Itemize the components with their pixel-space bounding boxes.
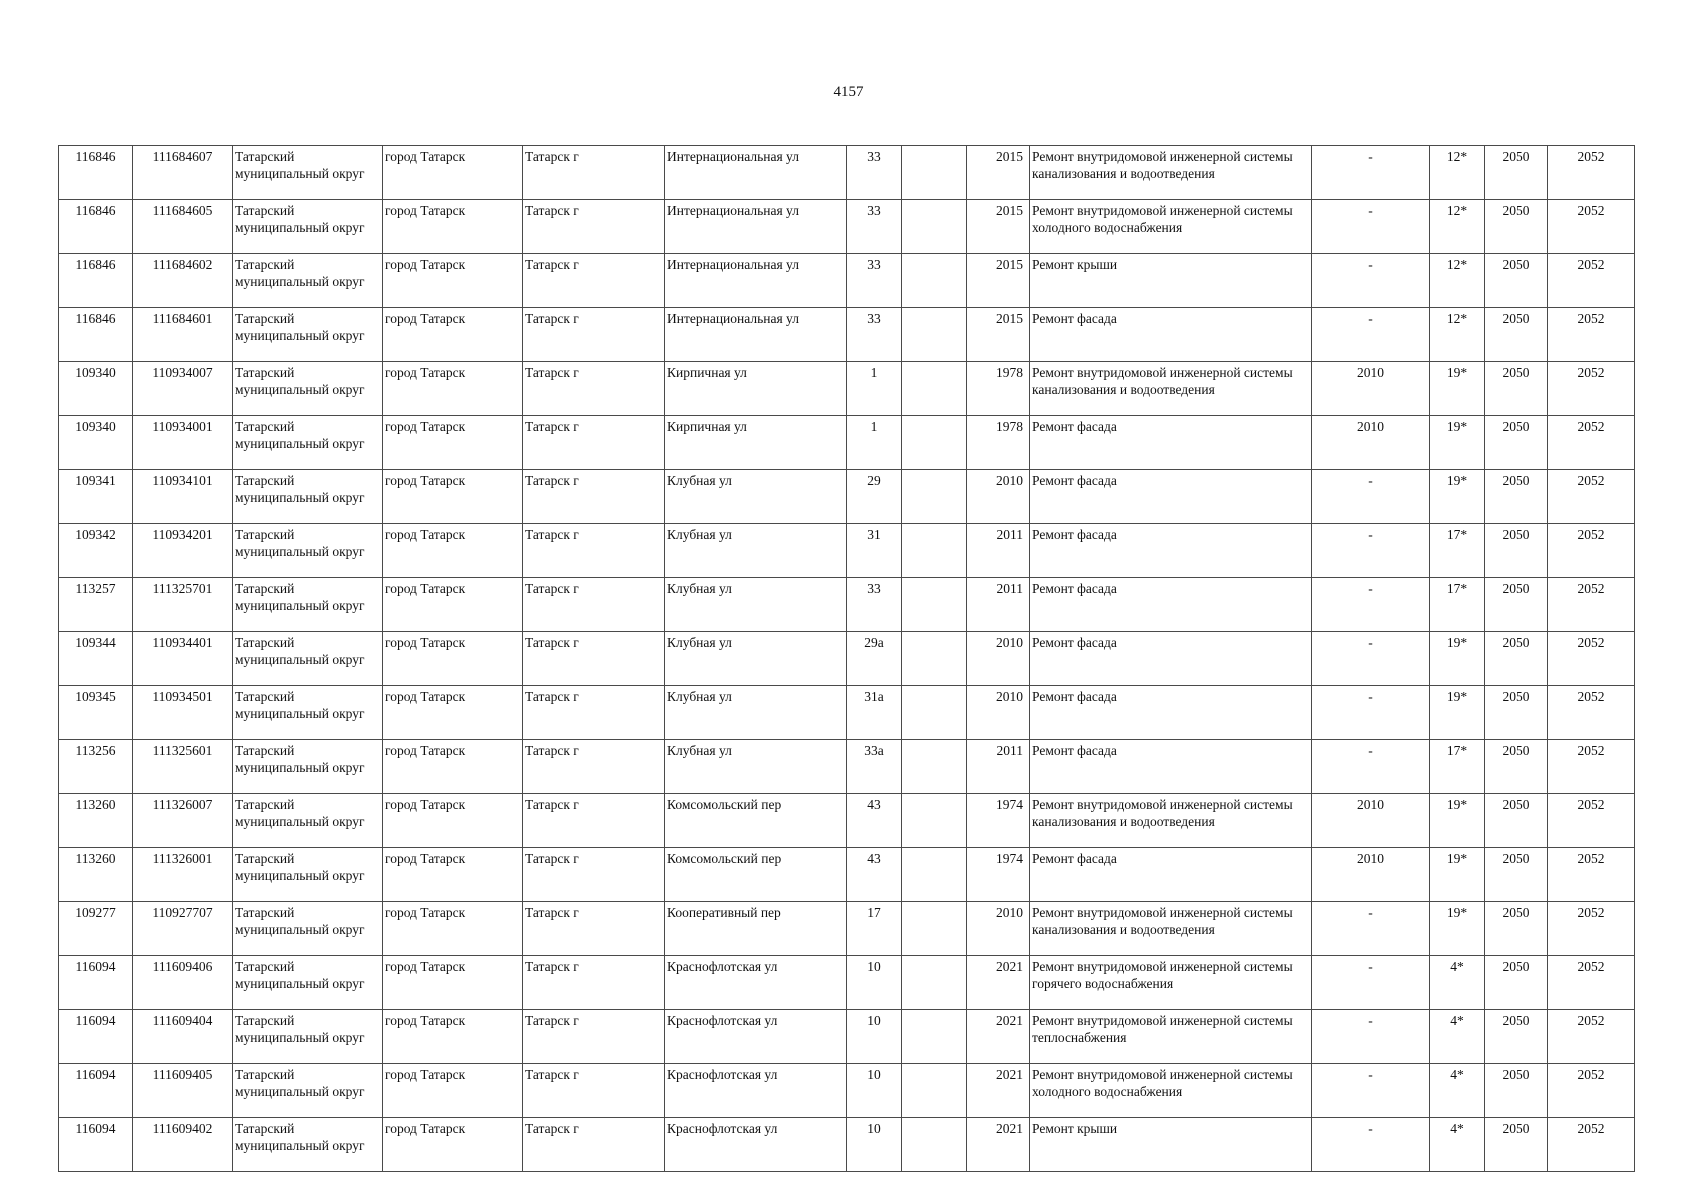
element-id-cell: 110934201 bbox=[133, 524, 233, 578]
settlement-cell: город Татарск bbox=[383, 1064, 523, 1118]
building-cell bbox=[902, 740, 967, 794]
wear-cell: 19* bbox=[1430, 416, 1485, 470]
district-cell: Татарский муниципальный округ bbox=[233, 1064, 383, 1118]
plan-start-year-cell: 2050 bbox=[1485, 1118, 1548, 1172]
element-id-cell: 110927707 bbox=[133, 902, 233, 956]
house-number-cell: 10 bbox=[847, 956, 902, 1010]
street-cell: Клубная ул bbox=[665, 578, 847, 632]
building-cell bbox=[902, 416, 967, 470]
district-cell: Татарский муниципальный округ bbox=[233, 902, 383, 956]
settlement-cell: город Татарск bbox=[383, 740, 523, 794]
last-repair-year-cell: 2010 bbox=[1312, 848, 1430, 902]
registry-body bbox=[59, 146, 1635, 1172]
street-cell: Краснофлотская ул bbox=[665, 1010, 847, 1064]
settlement-cell: город Татарск bbox=[383, 524, 523, 578]
plan-end-year-cell: 2052 bbox=[1548, 470, 1635, 524]
table-row bbox=[59, 146, 1635, 200]
street-cell: Клубная ул bbox=[665, 524, 847, 578]
plan-start-year-cell: 2050 bbox=[1485, 632, 1548, 686]
settlement-cell: город Татарск bbox=[383, 902, 523, 956]
last-repair-year-cell: - bbox=[1312, 308, 1430, 362]
wear-cell: 17* bbox=[1430, 524, 1485, 578]
house-id-cell: 113260 bbox=[59, 794, 133, 848]
wear-cell: 17* bbox=[1430, 578, 1485, 632]
plan-start-year-cell: 2050 bbox=[1485, 362, 1548, 416]
locality-cell: Татарск г bbox=[523, 416, 665, 470]
settlement-cell: город Татарск bbox=[383, 362, 523, 416]
district-cell: Татарский муниципальный округ bbox=[233, 578, 383, 632]
wear-cell: 4* bbox=[1430, 1064, 1485, 1118]
element-id-cell: 110934001 bbox=[133, 416, 233, 470]
commission-year-cell: 2015 bbox=[967, 308, 1030, 362]
street-cell: Краснофлотская ул bbox=[665, 1064, 847, 1118]
last-repair-year-cell: - bbox=[1312, 740, 1430, 794]
last-repair-year-cell: - bbox=[1312, 1064, 1430, 1118]
plan-end-year-cell: 2052 bbox=[1548, 686, 1635, 740]
house-id-cell: 113257 bbox=[59, 578, 133, 632]
element-id-cell: 111326007 bbox=[133, 794, 233, 848]
work-type-cell: Ремонт фасада bbox=[1030, 524, 1312, 578]
district-cell: Татарский муниципальный округ bbox=[233, 308, 383, 362]
house-id-cell: 116846 bbox=[59, 146, 133, 200]
district-cell: Татарский муниципальный округ bbox=[233, 1010, 383, 1064]
street-cell: Кирпичная ул bbox=[665, 416, 847, 470]
locality-cell: Татарск г bbox=[523, 1118, 665, 1172]
street-cell: Интернациональная ул bbox=[665, 146, 847, 200]
district-cell: Татарский муниципальный округ bbox=[233, 632, 383, 686]
element-id-cell: 110934007 bbox=[133, 362, 233, 416]
building-cell bbox=[902, 902, 967, 956]
table-row bbox=[59, 362, 1635, 416]
commission-year-cell: 2010 bbox=[967, 686, 1030, 740]
last-repair-year-cell: - bbox=[1312, 146, 1430, 200]
district-cell: Татарский муниципальный округ bbox=[233, 686, 383, 740]
commission-year-cell: 2011 bbox=[967, 578, 1030, 632]
street-cell: Краснофлотская ул bbox=[665, 1118, 847, 1172]
locality-cell: Татарск г bbox=[523, 686, 665, 740]
last-repair-year-cell: - bbox=[1312, 254, 1430, 308]
table-row bbox=[59, 902, 1635, 956]
settlement-cell: город Татарск bbox=[383, 254, 523, 308]
house-number-cell: 31а bbox=[847, 686, 902, 740]
plan-start-year-cell: 2050 bbox=[1485, 848, 1548, 902]
plan-start-year-cell: 2050 bbox=[1485, 254, 1548, 308]
building-cell bbox=[902, 956, 967, 1010]
district-cell: Татарский муниципальный округ bbox=[233, 524, 383, 578]
locality-cell: Татарск г bbox=[523, 1064, 665, 1118]
settlement-cell: город Татарск bbox=[383, 686, 523, 740]
work-type-cell: Ремонт крыши bbox=[1030, 254, 1312, 308]
district-cell: Татарский муниципальный округ bbox=[233, 740, 383, 794]
house-id-cell: 116846 bbox=[59, 308, 133, 362]
locality-cell: Татарск г bbox=[523, 1010, 665, 1064]
element-id-cell: 111325701 bbox=[133, 578, 233, 632]
settlement-cell: город Татарск bbox=[383, 308, 523, 362]
element-id-cell: 111326001 bbox=[133, 848, 233, 902]
commission-year-cell: 1978 bbox=[967, 362, 1030, 416]
commission-year-cell: 2011 bbox=[967, 740, 1030, 794]
building-cell bbox=[902, 1118, 967, 1172]
locality-cell: Татарск г bbox=[523, 740, 665, 794]
last-repair-year-cell: - bbox=[1312, 686, 1430, 740]
registry-table bbox=[58, 145, 1635, 1172]
street-cell: Клубная ул bbox=[665, 632, 847, 686]
district-cell: Татарский муниципальный округ bbox=[233, 848, 383, 902]
plan-end-year-cell: 2052 bbox=[1548, 632, 1635, 686]
house-number-cell: 29 bbox=[847, 470, 902, 524]
commission-year-cell: 2015 bbox=[967, 254, 1030, 308]
house-number-cell: 33 bbox=[847, 254, 902, 308]
locality-cell: Татарск г bbox=[523, 902, 665, 956]
wear-cell: 19* bbox=[1430, 632, 1485, 686]
settlement-cell: город Татарск bbox=[383, 956, 523, 1010]
building-cell bbox=[902, 848, 967, 902]
plan-end-year-cell: 2052 bbox=[1548, 902, 1635, 956]
commission-year-cell: 2010 bbox=[967, 470, 1030, 524]
work-type-cell: Ремонт внутридомовой инженерной системы теплоснабжения bbox=[1030, 1010, 1312, 1064]
house-id-cell: 109344 bbox=[59, 632, 133, 686]
table-row bbox=[59, 848, 1635, 902]
work-type-cell: Ремонт внутридомовой инженерной системы горячего водоснабжения bbox=[1030, 956, 1312, 1010]
plan-end-year-cell: 2052 bbox=[1548, 416, 1635, 470]
locality-cell: Татарск г bbox=[523, 200, 665, 254]
settlement-cell: город Татарск bbox=[383, 794, 523, 848]
house-number-cell: 17 bbox=[847, 902, 902, 956]
locality-cell: Татарск г bbox=[523, 848, 665, 902]
house-number-cell: 33 bbox=[847, 308, 902, 362]
house-id-cell: 109345 bbox=[59, 686, 133, 740]
street-cell: Клубная ул bbox=[665, 470, 847, 524]
work-type-cell: Ремонт фасада bbox=[1030, 416, 1312, 470]
commission-year-cell: 2015 bbox=[967, 146, 1030, 200]
work-type-cell: Ремонт фасада bbox=[1030, 470, 1312, 524]
settlement-cell: город Татарск bbox=[383, 146, 523, 200]
building-cell bbox=[902, 1010, 967, 1064]
house-number-cell: 10 bbox=[847, 1118, 902, 1172]
plan-start-year-cell: 2050 bbox=[1485, 200, 1548, 254]
plan-end-year-cell: 2052 bbox=[1548, 794, 1635, 848]
work-type-cell: Ремонт внутридомовой инженерной системы холодного водоснабжения bbox=[1030, 200, 1312, 254]
last-repair-year-cell: - bbox=[1312, 1010, 1430, 1064]
wear-cell: 12* bbox=[1430, 308, 1485, 362]
district-cell: Татарский муниципальный округ bbox=[233, 254, 383, 308]
wear-cell: 12* bbox=[1430, 146, 1485, 200]
element-id-cell: 111609405 bbox=[133, 1064, 233, 1118]
plan-end-year-cell: 2052 bbox=[1548, 254, 1635, 308]
table-row bbox=[59, 1064, 1635, 1118]
street-cell: Интернациональная ул bbox=[665, 200, 847, 254]
house-number-cell: 33а bbox=[847, 740, 902, 794]
plan-end-year-cell: 2052 bbox=[1548, 524, 1635, 578]
commission-year-cell: 1974 bbox=[967, 848, 1030, 902]
plan-start-year-cell: 2050 bbox=[1485, 308, 1548, 362]
house-number-cell: 33 bbox=[847, 578, 902, 632]
wear-cell: 19* bbox=[1430, 686, 1485, 740]
house-number-cell: 1 bbox=[847, 416, 902, 470]
building-cell bbox=[902, 254, 967, 308]
locality-cell: Татарск г bbox=[523, 146, 665, 200]
plan-end-year-cell: 2052 bbox=[1548, 1010, 1635, 1064]
house-number-cell: 43 bbox=[847, 794, 902, 848]
table-row bbox=[59, 578, 1635, 632]
work-type-cell: Ремонт фасада bbox=[1030, 740, 1312, 794]
last-repair-year-cell: - bbox=[1312, 902, 1430, 956]
house-number-cell: 33 bbox=[847, 200, 902, 254]
street-cell: Клубная ул bbox=[665, 740, 847, 794]
house-number-cell: 31 bbox=[847, 524, 902, 578]
building-cell bbox=[902, 308, 967, 362]
street-cell: Интернациональная ул bbox=[665, 308, 847, 362]
last-repair-year-cell: - bbox=[1312, 200, 1430, 254]
work-type-cell: Ремонт фасада bbox=[1030, 578, 1312, 632]
commission-year-cell: 1978 bbox=[967, 416, 1030, 470]
plan-end-year-cell: 2052 bbox=[1548, 848, 1635, 902]
commission-year-cell: 2021 bbox=[967, 1064, 1030, 1118]
last-repair-year-cell: - bbox=[1312, 524, 1430, 578]
district-cell: Татарский муниципальный округ bbox=[233, 146, 383, 200]
plan-end-year-cell: 2052 bbox=[1548, 740, 1635, 794]
street-cell: Кооперативный пер bbox=[665, 902, 847, 956]
house-id-cell: 109340 bbox=[59, 416, 133, 470]
street-cell: Комсомольский пер bbox=[665, 794, 847, 848]
street-cell: Интернациональная ул bbox=[665, 254, 847, 308]
last-repair-year-cell: 2010 bbox=[1312, 794, 1430, 848]
settlement-cell: город Татарск bbox=[383, 578, 523, 632]
plan-start-year-cell: 2050 bbox=[1485, 416, 1548, 470]
house-id-cell: 116846 bbox=[59, 200, 133, 254]
table-row bbox=[59, 308, 1635, 362]
district-cell: Татарский муниципальный округ bbox=[233, 470, 383, 524]
locality-cell: Татарск г bbox=[523, 470, 665, 524]
table-row bbox=[59, 1010, 1635, 1064]
last-repair-year-cell: - bbox=[1312, 578, 1430, 632]
plan-end-year-cell: 2052 bbox=[1548, 308, 1635, 362]
plan-start-year-cell: 2050 bbox=[1485, 902, 1548, 956]
plan-start-year-cell: 2050 bbox=[1485, 1064, 1548, 1118]
locality-cell: Татарск г bbox=[523, 308, 665, 362]
element-id-cell: 111684601 bbox=[133, 308, 233, 362]
district-cell: Татарский муниципальный округ bbox=[233, 1118, 383, 1172]
settlement-cell: город Татарск bbox=[383, 1118, 523, 1172]
building-cell bbox=[902, 632, 967, 686]
commission-year-cell: 2021 bbox=[967, 1118, 1030, 1172]
house-id-cell: 116846 bbox=[59, 254, 133, 308]
plan-start-year-cell: 2050 bbox=[1485, 1010, 1548, 1064]
building-cell bbox=[902, 470, 967, 524]
commission-year-cell: 2021 bbox=[967, 1010, 1030, 1064]
commission-year-cell: 1974 bbox=[967, 794, 1030, 848]
last-repair-year-cell: - bbox=[1312, 956, 1430, 1010]
building-cell bbox=[902, 1064, 967, 1118]
commission-year-cell: 2015 bbox=[967, 200, 1030, 254]
plan-end-year-cell: 2052 bbox=[1548, 362, 1635, 416]
building-cell bbox=[902, 146, 967, 200]
locality-cell: Татарск г bbox=[523, 524, 665, 578]
element-id-cell: 111684607 bbox=[133, 146, 233, 200]
last-repair-year-cell: 2010 bbox=[1312, 362, 1430, 416]
page-number: 4157 bbox=[833, 84, 864, 100]
plan-end-year-cell: 2052 bbox=[1548, 1118, 1635, 1172]
plan-end-year-cell: 2052 bbox=[1548, 578, 1635, 632]
district-cell: Татарский муниципальный округ bbox=[233, 416, 383, 470]
house-id-cell: 109342 bbox=[59, 524, 133, 578]
last-repair-year-cell: 2010 bbox=[1312, 416, 1430, 470]
wear-cell: 4* bbox=[1430, 1010, 1485, 1064]
table-row bbox=[59, 470, 1635, 524]
work-type-cell: Ремонт фасада bbox=[1030, 632, 1312, 686]
settlement-cell: город Татарск bbox=[383, 848, 523, 902]
house-number-cell: 43 bbox=[847, 848, 902, 902]
work-type-cell: Ремонт фасада bbox=[1030, 686, 1312, 740]
plan-start-year-cell: 2050 bbox=[1485, 470, 1548, 524]
wear-cell: 12* bbox=[1430, 254, 1485, 308]
district-cell: Татарский муниципальный округ bbox=[233, 794, 383, 848]
plan-start-year-cell: 2050 bbox=[1485, 740, 1548, 794]
table-row bbox=[59, 416, 1635, 470]
commission-year-cell: 2021 bbox=[967, 956, 1030, 1010]
element-id-cell: 111325601 bbox=[133, 740, 233, 794]
settlement-cell: город Татарск bbox=[383, 200, 523, 254]
street-cell: Клубная ул bbox=[665, 686, 847, 740]
commission-year-cell: 2010 bbox=[967, 632, 1030, 686]
house-number-cell: 1 bbox=[847, 362, 902, 416]
house-number-cell: 10 bbox=[847, 1064, 902, 1118]
building-cell bbox=[902, 686, 967, 740]
table-row bbox=[59, 956, 1635, 1010]
work-type-cell: Ремонт внутридомовой инженерной системы холодного водоснабжения bbox=[1030, 1064, 1312, 1118]
commission-year-cell: 2010 bbox=[967, 902, 1030, 956]
street-cell: Кирпичная ул bbox=[665, 362, 847, 416]
work-type-cell: Ремонт внутридомовой инженерной системы канализования и водоотведения bbox=[1030, 146, 1312, 200]
element-id-cell: 110934501 bbox=[133, 686, 233, 740]
wear-cell: 17* bbox=[1430, 740, 1485, 794]
street-cell: Краснофлотская ул bbox=[665, 956, 847, 1010]
building-cell bbox=[902, 362, 967, 416]
element-id-cell: 111684605 bbox=[133, 200, 233, 254]
work-type-cell: Ремонт фасада bbox=[1030, 848, 1312, 902]
element-id-cell: 111609404 bbox=[133, 1010, 233, 1064]
locality-cell: Татарск г bbox=[523, 794, 665, 848]
house-id-cell: 116094 bbox=[59, 1064, 133, 1118]
district-cell: Татарский муниципальный округ bbox=[233, 362, 383, 416]
plan-end-year-cell: 2052 bbox=[1548, 146, 1635, 200]
house-id-cell: 109340 bbox=[59, 362, 133, 416]
table-row bbox=[59, 740, 1635, 794]
locality-cell: Татарск г bbox=[523, 578, 665, 632]
work-type-cell: Ремонт внутридомовой инженерной системы канализования и водоотведения bbox=[1030, 902, 1312, 956]
commission-year-cell: 2011 bbox=[967, 524, 1030, 578]
table-row bbox=[59, 254, 1635, 308]
district-cell: Татарский муниципальный округ bbox=[233, 200, 383, 254]
table-row bbox=[59, 200, 1635, 254]
plan-start-year-cell: 2050 bbox=[1485, 146, 1548, 200]
plan-end-year-cell: 2052 bbox=[1548, 956, 1635, 1010]
settlement-cell: город Татарск bbox=[383, 632, 523, 686]
house-number-cell: 29а bbox=[847, 632, 902, 686]
table-row bbox=[59, 794, 1635, 848]
settlement-cell: город Татарск bbox=[383, 1010, 523, 1064]
locality-cell: Татарск г bbox=[523, 362, 665, 416]
building-cell bbox=[902, 794, 967, 848]
building-cell bbox=[902, 524, 967, 578]
wear-cell: 19* bbox=[1430, 470, 1485, 524]
house-id-cell: 109277 bbox=[59, 902, 133, 956]
house-number-cell: 33 bbox=[847, 146, 902, 200]
wear-cell: 4* bbox=[1430, 1118, 1485, 1172]
wear-cell: 12* bbox=[1430, 200, 1485, 254]
wear-cell: 19* bbox=[1430, 794, 1485, 848]
house-id-cell: 116094 bbox=[59, 956, 133, 1010]
wear-cell: 19* bbox=[1430, 848, 1485, 902]
plan-start-year-cell: 2050 bbox=[1485, 524, 1548, 578]
house-id-cell: 116094 bbox=[59, 1010, 133, 1064]
table-row bbox=[59, 524, 1635, 578]
settlement-cell: город Татарск bbox=[383, 470, 523, 524]
work-type-cell: Ремонт внутридомовой инженерной системы канализования и водоотведения bbox=[1030, 794, 1312, 848]
wear-cell: 19* bbox=[1430, 902, 1485, 956]
house-id-cell: 113260 bbox=[59, 848, 133, 902]
table-row bbox=[59, 1118, 1635, 1172]
plan-start-year-cell: 2050 bbox=[1485, 794, 1548, 848]
plan-start-year-cell: 2050 bbox=[1485, 956, 1548, 1010]
district-cell: Татарский муниципальный округ bbox=[233, 956, 383, 1010]
street-cell: Комсомольский пер bbox=[665, 848, 847, 902]
element-id-cell: 110934401 bbox=[133, 632, 233, 686]
locality-cell: Татарск г bbox=[523, 632, 665, 686]
element-id-cell: 110934101 bbox=[133, 470, 233, 524]
building-cell bbox=[902, 578, 967, 632]
last-repair-year-cell: - bbox=[1312, 470, 1430, 524]
plan-start-year-cell: 2050 bbox=[1485, 686, 1548, 740]
house-id-cell: 109341 bbox=[59, 470, 133, 524]
building-cell bbox=[902, 200, 967, 254]
house-number-cell: 10 bbox=[847, 1010, 902, 1064]
locality-cell: Татарск г bbox=[523, 254, 665, 308]
wear-cell: 19* bbox=[1430, 362, 1485, 416]
last-repair-year-cell: - bbox=[1312, 1118, 1430, 1172]
work-type-cell: Ремонт фасада bbox=[1030, 308, 1312, 362]
plan-end-year-cell: 2052 bbox=[1548, 1064, 1635, 1118]
wear-cell: 4* bbox=[1430, 956, 1485, 1010]
element-id-cell: 111609402 bbox=[133, 1118, 233, 1172]
table-row bbox=[59, 686, 1635, 740]
table-row bbox=[59, 632, 1635, 686]
house-id-cell: 116094 bbox=[59, 1118, 133, 1172]
settlement-cell: город Татарск bbox=[383, 416, 523, 470]
last-repair-year-cell: - bbox=[1312, 632, 1430, 686]
work-type-cell: Ремонт внутридомовой инженерной системы канализования и водоотведения bbox=[1030, 362, 1312, 416]
element-id-cell: 111684602 bbox=[133, 254, 233, 308]
plan-start-year-cell: 2050 bbox=[1485, 578, 1548, 632]
plan-end-year-cell: 2052 bbox=[1548, 200, 1635, 254]
house-id-cell: 113256 bbox=[59, 740, 133, 794]
element-id-cell: 111609406 bbox=[133, 956, 233, 1010]
work-type-cell: Ремонт крыши bbox=[1030, 1118, 1312, 1172]
locality-cell: Татарск г bbox=[523, 956, 665, 1010]
